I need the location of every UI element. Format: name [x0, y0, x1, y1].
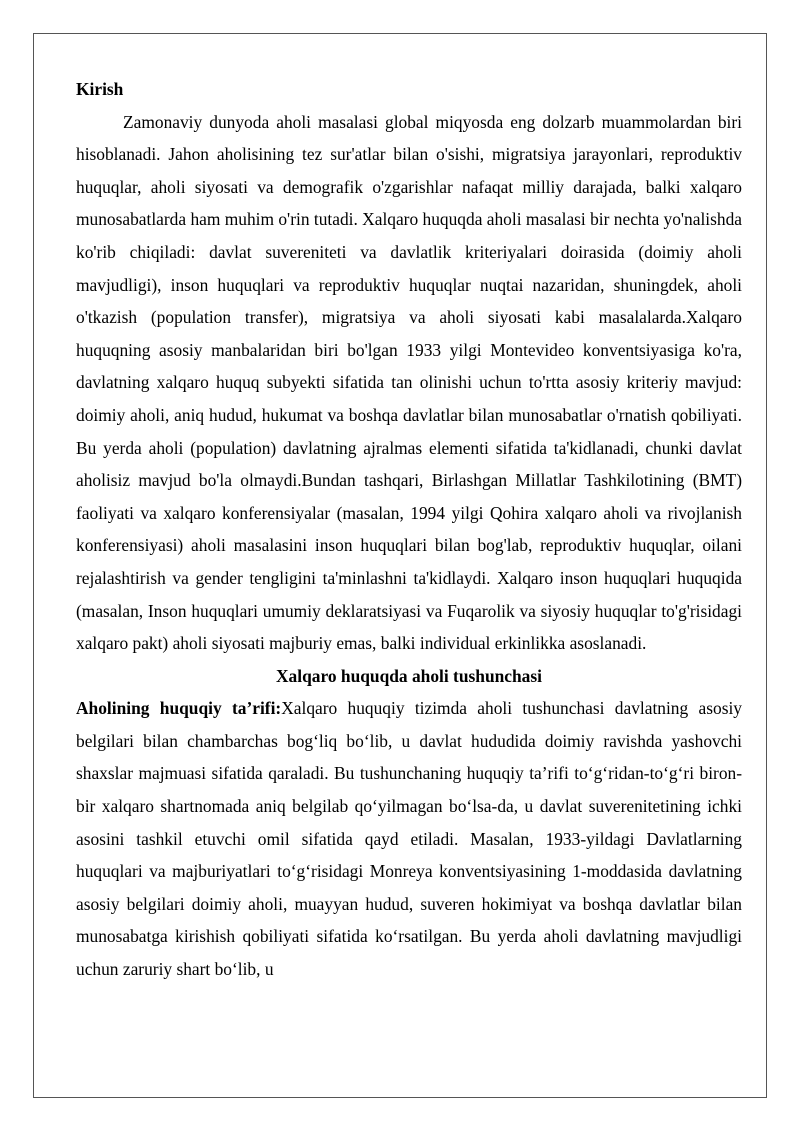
- document-body: [76, 73, 742, 986]
- section-title: Xalqaro huquqda aholi tushunchasi: [276, 665, 542, 686]
- intro-paragraph: Zamonaviy dunyoda aholi masalasi global miqyosda eng dolzarb muammolardan biri hisoblanadi. Jahon aholisining tez sur'atlar bilan o'sishi, migratsiya jarayonlari, reproduktiv huquqlar, aholi siyosati va demografik o'zgarishlar nafaqat milliy darajada, balki xalqaro munosabatlarda ham muhim o'rin tutadi. Xalqaro huquqda aholi masalasi bir nechta yo'nalishda ko'rib chiqiladi: davlat suvereniteti va davlatlik kriteriyalari doirasida (doimiy aholi mavjudligi), inson huquqlari va reproduktiv huquqlar nuqtai nazaridan, shuningdek, aholi o'tkazish (population transfer), migratsiya va aholi siyosati kabi masalalarda.Xalqaro huquqning asosiy manbalaridan biri bo'lgan 1933 yilgi Montevideo konventsiyasiga ko'ra, davlatning xalqaro huquq subyekti sifatida tan olinishi uchun to'rtta asosiy kriteriy mavjud: doimiy aholi, aniq hudud, hukumat va boshqa davlatlar bilan munosabatlar o'rnatish qobiliyati. Bu yerda aholi (population) davlatning ajralmas elementi sifatida ta'kidlanadi, chunki davlat aholisiz mavjud bo'la olmaydi.Bundan tashqari, Birlashgan Millatlar Tashkilotining (BMT) faoliyati va xalqaro konferensiyalar (masalan, 1994 yilgi Qohira xalqaro aholi va rivojlanish konferensiyasi) aholi masalasini inson huquqlari bilan bog'lab, reproduktiv huquqlar, oilani rejalashtirish va gender tengligini ta'minlashni ta'kidlaydi. Xalqaro inson huquqlari huquqida (masalan, Inson huquqlari umumiy deklaratsiyasi va Fuqarolik va siyosiy huquqlar to'g'risidagi xalqaro pakt) aholi siyosati majburiy emas, balki individual erkinlikka asoslanadi.: [76, 111, 742, 654]
- intro-heading: Kirish: [76, 79, 124, 99]
- section-paragraph: [76, 692, 742, 985]
- section-lead: Aholining huquqiy ta’rifi:: [76, 698, 282, 719]
- section-paragraph-text: Xalqaro huquqiy tizimda aholi tushunchasi davlatning asosiy belgilari bilan chambarchas bog‘liq bo‘lib, u davlat hududida doimiy ravishda yashovchi shaxslar majmuasi sifatida qaraladi. Bu tushunchaning huquqiy ta’rifi to‘g‘ridan-to‘g‘ri biron-bir xalqaro shartnomada aniq belgilab qo‘yilmagan bo‘lsa-da, u davlat suverenitetining ichki asosini tashkil etuvchi omil sifatida qayd etiladi. Masalan, 1933-yildagi Davlatlarning huquqlari va majburiyatlari to‘g‘risidagi Monreya konventsiyasining 1-moddasida davlatning asosiy belgilari doimiy aholi, muayyan hudud, suveren hokimiyat va boshqa davlatlar bilan munosabatga kirishish qobiliyati sifatida ko‘rsatilgan. Bu yerda aholi davlatning mavjudligi uchun zaruriy shart bo‘lib, u: [76, 698, 742, 980]
